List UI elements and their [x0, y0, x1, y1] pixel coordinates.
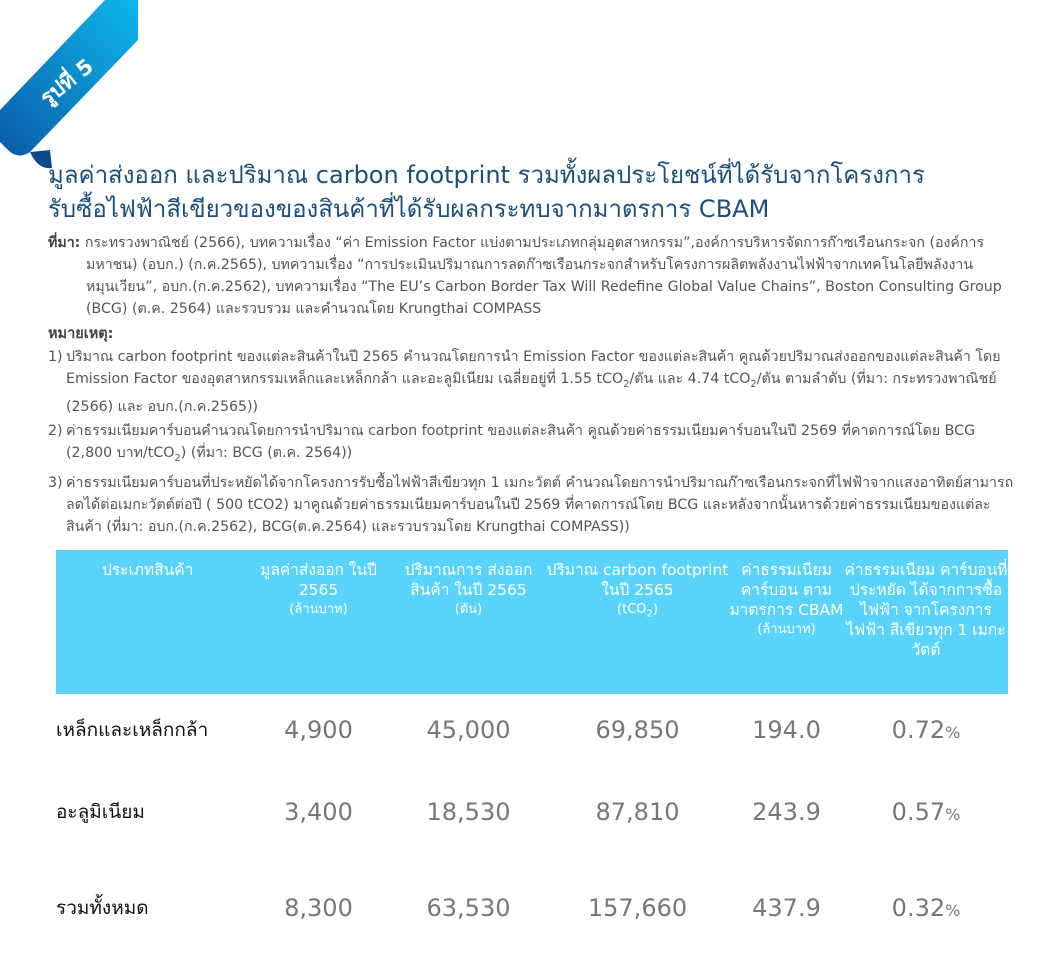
source-label: ที่มา:	[48, 235, 81, 251]
row-product: รวมทั้งหมด	[56, 897, 149, 919]
title-line-2: รับซื้อไฟฟ้าสีเขียวของของสินค้าที่ได้รับผลกระทบจากมาตรการ CBAM	[48, 195, 770, 223]
table-row	[56, 858, 1008, 958]
row-product: เหล็กและเหล็กกล้า	[56, 719, 209, 741]
header-export-qty: ปริมาณการ ส่งออกสินค้า ในปี 2565 (ตัน)	[404, 561, 533, 617]
row-export-value: 8,300	[284, 894, 353, 922]
header-saving: ค่าธรรมเนียม คาร์บอนที่ประหยัด ได้จากการซื้อไฟฟ้า จากโครงการไฟฟ้า สีเขียวทุก 1 เมกะวัตต์	[844, 561, 1008, 659]
header-cbam-fee: ค่าธรรมเนียม คาร์บอน ตามมาตรการ CBAM (ล้านบาท)	[729, 561, 844, 637]
row-footprint: 157,660	[587, 894, 688, 922]
note-number: 3)	[48, 475, 63, 491]
table-row	[56, 766, 1008, 858]
header-product-type: ประเภทสินค้า	[102, 561, 194, 579]
row-export-qty: 18,530	[426, 798, 511, 826]
note-number: 2)	[48, 423, 63, 439]
row-footprint: 87,810	[595, 798, 680, 826]
note-3: 3) ค่าธรรมเนียมคาร์บอนที่ประหยัดได้จากโครงการรับซื้อไฟฟ้าสีเขียวทุก 1 เมกะวัตต์ คำนวณโดยการนำปริมาณก๊าซเรือนกระจกที่ไฟฟ้าจากแสงอาทิตย์สามารถลดได้ต่อเมกะวัตต์ต่อปี ( 500 tCO2) มาคูณด้วยค่าธรรมเนียมคาร์บอนในปี 2569 ที่คาดการณ์โดย BCG และหลังจากนั้นหารด้วยค่าธรรมเนียมของแต่ละสินค้า (ที่มา: อบก.(ก.ค.2562), BCG(ต.ค.2564) และรวบรวมโดย Krungthai COMPASS))	[48, 472, 1023, 538]
row-cbam-fee: 194.0	[752, 716, 821, 744]
figure-badge	[0, 0, 150, 170]
page-title	[48, 158, 1028, 226]
row-saving: 0.72%	[891, 716, 961, 744]
header-footprint: ปริมาณ carbon footprint ในปี 2565 (tCO$_2$)	[546, 561, 729, 620]
row-footprint: 69,850	[595, 716, 680, 744]
note-number: 1)	[48, 349, 63, 365]
row-export-qty: 45,000	[426, 716, 511, 744]
row-cbam-fee: 437.9	[752, 894, 821, 922]
note-1: 1) ปริมาณ carbon footprint ของแต่ละสินค้าในปี 2565 คำนวณโดยการนำ Emission Factor ของแต่ละสินค้า คูณด้วยปริมาณส่งออกของแต่ละสินค้า โดย Emission Factor ของอุตสาหกรรมเหล็กและเหล็กกล้า และอะลูมิเนียม เฉลี่ยอยู่ที่ 1.55 tCO$_2$/ตัน และ 4.74 tCO$_2$/ตัน ตามลำดับ (ที่มา: กระทรวงพาณิชย์ (2566) และ อบก.(ก.ค.2565))	[48, 346, 1023, 418]
notes-title: หมายเหตุ:	[48, 326, 114, 342]
source-text: กระทรวงพาณิชย์ (2566), บทความเรื่อง “ค่า Emission Factor แบ่งตามประเภทกลุ่มอุตสาหกรรม”,องค์การบริหารจัดการก๊าซเรือนกระจก (องค์การมหาชน) (อบก.) (ก.ค.2565), บทความเรื่อง “การประเมินปริมาณการลดก๊าซเรือนกระจกสำหรับโครงการผลิตพลังงานไฟฟ้าจากเทคโนโลยีพลังงานหมุนเวียน”, อบก.(ก.ค.2562), บทความเรื่อง “The EU’s Carbon Border Tax Will Redefine Global Value Chains”, Boston Consulting Group (BCG) (ต.ค. 2564) และรวบรวม และคำนวณโดย Krungthai COMPASS	[84, 235, 1002, 317]
row-saving: 0.32%	[891, 894, 961, 922]
row-cbam-fee: 243.9	[752, 798, 821, 826]
row-export-value: 4,900	[284, 716, 353, 744]
row-saving: 0.57%	[891, 798, 961, 826]
row-export-value: 3,400	[284, 798, 353, 826]
row-product: อะลูมิเนียม	[56, 801, 145, 823]
title-line-1: มูลค่าส่งออก และปริมาณ carbon footprint รวมทั้งผลประโยชน์ที่ได้รับจากโครงการ	[48, 161, 925, 189]
data-table	[56, 550, 1008, 958]
badge-label: รูปที่ 5	[35, 54, 98, 111]
source-note	[48, 232, 1023, 320]
table-header	[56, 550, 1008, 694]
table-row	[56, 694, 1008, 766]
row-export-qty: 63,530	[426, 894, 511, 922]
note-2: 2) ค่าธรรมเนียมคาร์บอนคำนวณโดยการนำปริมาณ carbon footprint ของแต่ละสินค้า คูณด้วยค่าธรรมเนียมคาร์บอนในปี 2569 ที่คาดการณ์โดย BCG (2,800 บาท/tCO$_2$) (ที่มา: BCG (ต.ค. 2564))	[48, 420, 1023, 470]
header-export-value: มูลค่าส่งออก ในปี 2565 (ล้านบาท)	[260, 561, 377, 617]
